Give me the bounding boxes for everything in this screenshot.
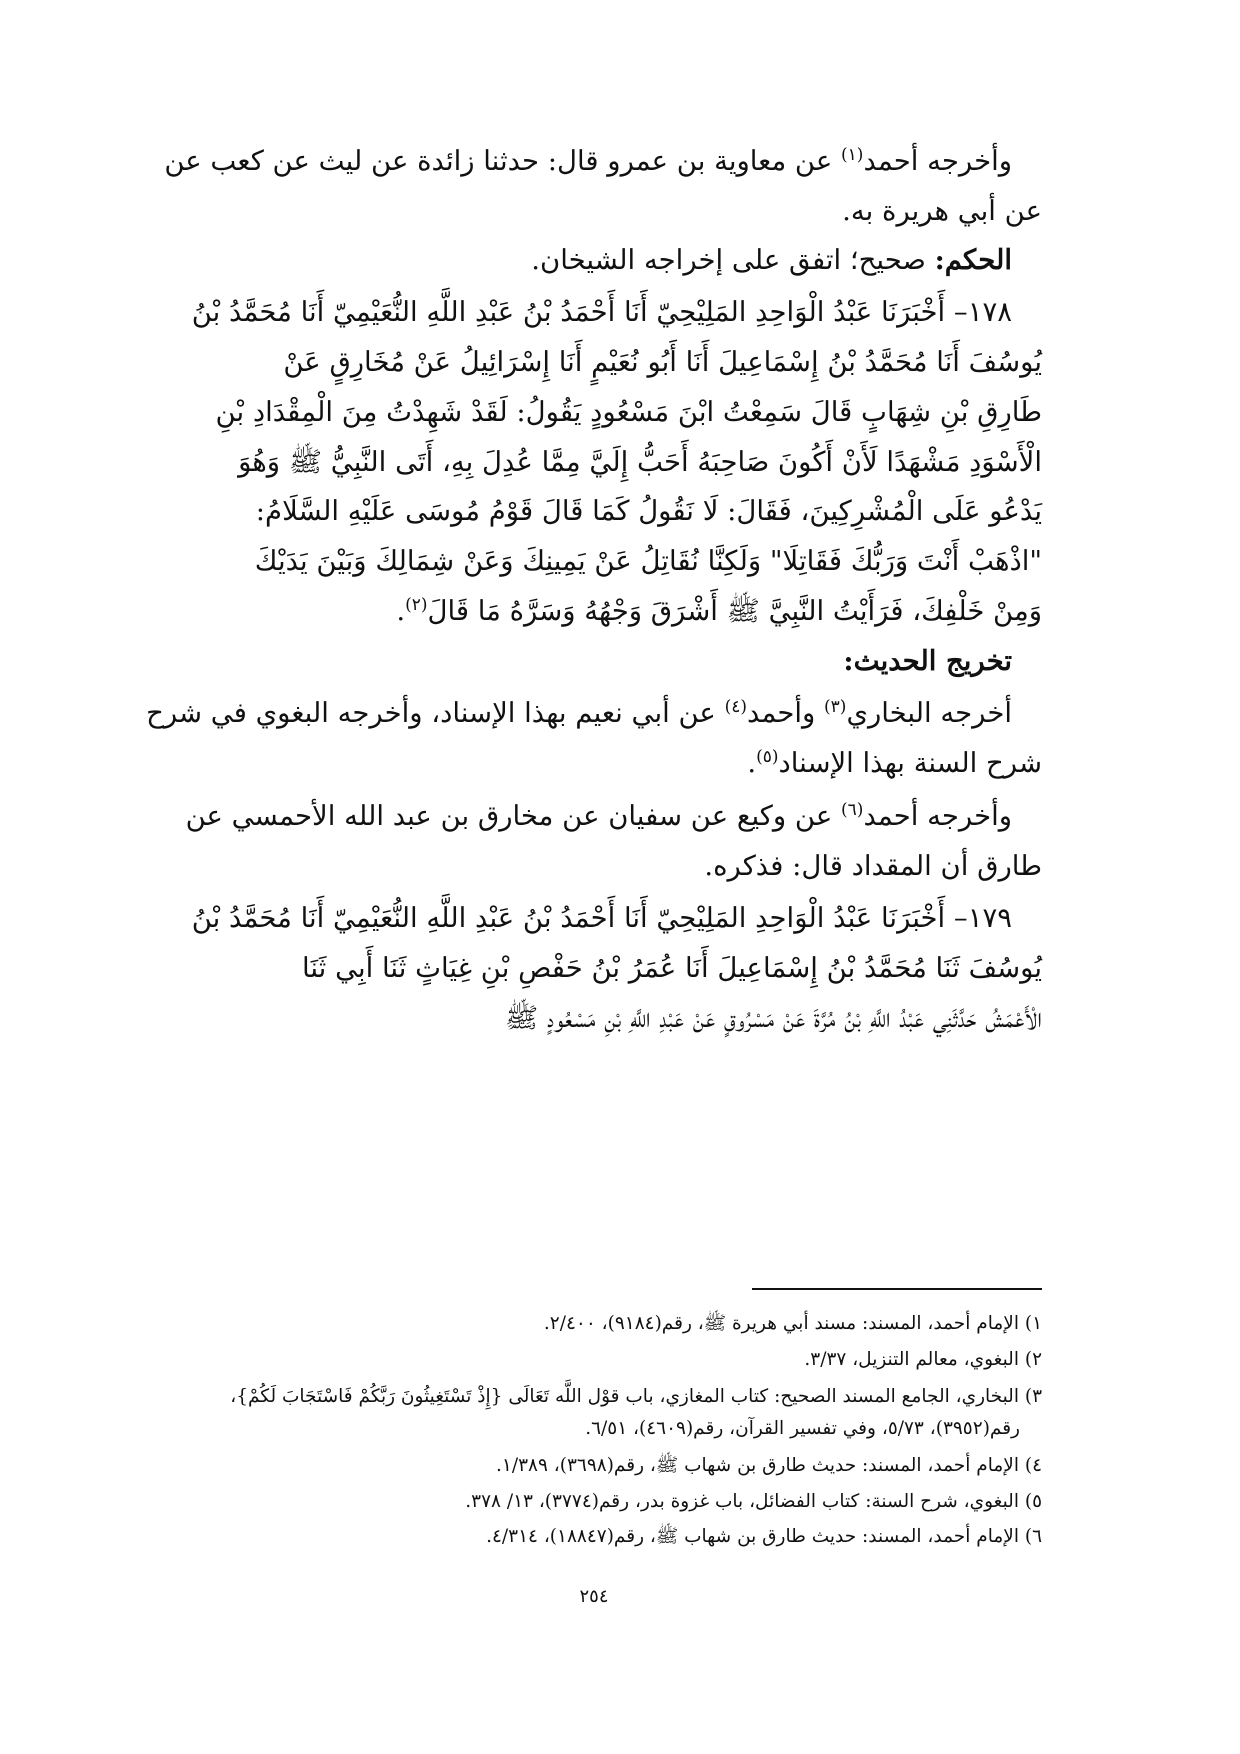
footnote-1: ١) الإمام أحمد، المسند: مسند أبي هريرة ﷺ، رقم(٩١٨٤)، ٢/٤٠٠. [543, 1313, 1042, 1334]
text-run: وأخرجه أحمد [863, 800, 1012, 832]
hadith-178-line-4: الْأَسْوَدِ مَشْهَدًا لَأَنْ أَكُونَ صَاحِبَهُ أَحَبُّ إِلَيَّ مِمَّا عُدِلَ بِهِ، أَتَى النَّبِيُّ ﷺ وَهُوَ [238, 446, 1042, 478]
text-run: وأخرجه أحمد [863, 145, 1012, 177]
footnote-ref-1[interactable]: (١) [841, 144, 864, 165]
takhrij-heading: تخريج الحديث: [843, 645, 1012, 677]
text-run: عن أبي نعيم بهذا الإسناد، وأخرجه البغوي في شرح [146, 697, 725, 729]
ruling-label: الحكم: [934, 244, 1012, 276]
text-run: أخرجه البخاري [846, 697, 1012, 729]
footnote-5: ٥) البغوي، شرح السنة: كتاب الفضائل، باب غزوة بدر، رقم(٣٧٧٤)، ١٣/ ٣٧٨. [465, 1491, 1042, 1512]
hadith-178-line-5: يَدْعُو عَلَى الْمُشْرِكِينَ، فَقَالَ: لَا نَقُولُ كَمَا قَالَ قَوْمُ مُوسَى عَلَيْهِ السَّلَامُ: [255, 495, 1042, 527]
text-run: . [396, 595, 406, 627]
footnote-ref-2[interactable]: (٢) [405, 594, 428, 615]
footnote-ref-4[interactable]: (٤) [724, 696, 748, 717]
hadith-178-line-7 [176, 584, 1042, 638]
footnote-4: ٤) الإمام أحمد، المسند: حديث طارق بن شهاب ﷺ، رقم(٣٦٩٨)، ١/٣٨٩. [496, 1455, 1042, 1476]
text-run: عن وكيع عن سفيان عن مخارق بن عبد الله الأحمسي عن [185, 800, 842, 832]
takhrij-paragraph-line-1 [146, 686, 1012, 740]
footnote-6: ٦) الإمام أحمد، المسند: حديث طارق بن شهاب ﷺ، رقم(١٨٨٤٧)، ٤/٣١٤. [486, 1526, 1042, 1547]
footnote-ref-6[interactable]: (٦) [841, 799, 864, 820]
hadith-179-line-2: يُوسُفَ ثَنَا مُحَمَّدُ بْنُ إِسْمَاعِيلَ أَنَا عُمَرُ بْنُ حَفْصِ بْنِ غِيَاثٍ ثَنَا أَبِي ثَنَا [302, 952, 1042, 984]
waki-paragraph-line-1 [146, 789, 1012, 843]
page-number: ٢٥٤ [579, 1586, 609, 1607]
footnote-ref-3[interactable]: (٣) [824, 696, 847, 717]
paragraph-ahmad-line-1 [146, 134, 1012, 188]
text-run: . [747, 747, 757, 779]
waki-paragraph-line-2: طارق أن المقداد قال: فذكره. [704, 850, 1042, 882]
footnote-3-line-2: رقم(٣٩٥٢)، ٥/٧٣، وفي تفسير القرآن، رقم(٤٦٠٩)، ٦/٥١. [585, 1418, 1020, 1439]
document-page [146, 0, 1042, 1754]
hadith-179-line-3: الْأَعْمَشُ حَدَّثَنِي عَبْدُ اللَّهِ بْنُ مُرَّةَ عَنْ مَسْرُوقٍ عَنْ عَبْدِ اللَّهِ بْنِ مَسْعُودٍ ﷺ [504, 1002, 1042, 1034]
footnote-ref-5[interactable]: (٥) [756, 746, 779, 767]
hadith-178-line-1: ١٧٨– أَخْبَرَنَا عَبْدُ الْوَاحِدِ المَلِيْحِيّ أَنَا أَحْمَدُ بْنُ عَبْدِ اللَّهِ النُّعَيْمِيّ أَنَا مُحَمَّدُ بْنُ [191, 296, 1012, 328]
footnote-separator [752, 1288, 1042, 1290]
hadith-178-line-2: يُوسُفَ أَنَا مُحَمَّدُ بْنُ إِسْمَاعِيلَ أَنَا أَبُو نُعَيْمٍ أَنَا إِسْرَائِيلُ عَنْ مُخَارِقٍ عَنْ [283, 346, 1042, 378]
text-run: عن معاوية بن عمرو قال: حدثنا زائدة عن ليث عن كعب عن [164, 145, 842, 177]
text-run: وأحمد [747, 697, 825, 729]
hadith-178-line-3: طَارِقِ بْنِ شِهَابٍ قَالَ سَمِعْتُ ابْنَ مَسْعُودٍ يَقُولُ: لَقَدْ شَهِدْتُ مِنَ الْمِقْدَادِ بْنِ [215, 396, 1042, 428]
hadith-179-line-1: ١٧٩– أَخْبَرَنَا عَبْدُ الْوَاحِدِ المَلِيْحِيّ أَنَا أَحْمَدُ بْنُ عَبْدِ اللَّهِ النُّعَيْمِيّ أَنَا مُحَمَّدُ بْنُ [191, 902, 1012, 934]
text-run: وَمِنْ خَلْفِكَ، فَرَأَيْتُ النَّبِيَّ ﷺ أَشْرَقَ وَجْهُهُ وَسَرَّهُ مَا قَالَ [427, 595, 1042, 627]
ruling-line [146, 233, 1012, 287]
footnote-2: ٢) البغوي، معالم التنزيل، ٣/٣٧. [804, 1349, 1042, 1370]
paragraph-ahmad-line-2: عن أبي هريرة به. [842, 195, 1042, 227]
hadith-178-line-6: "اذْهَبْ أَنْتَ وَرَبُّكَ فَقَاتِلَا" وَلَكِنَّا نُقَاتِلُ عَنْ يَمِينِكَ وَعَنْ شِمَالِكَ وَبَيْنَ يَدَيْكَ [254, 545, 1042, 577]
text-run: شرح السنة بهذا الإسناد [778, 747, 1042, 779]
takhrij-paragraph-line-2 [146, 736, 1042, 790]
footnote-3-line-1: ٣) البخاري، الجامع المسند الصحيح: كتاب المغازي، باب قوْل اللَّه تَعَالَى {إِذْ تَسْتَغِيثُونَ رَبَّكُمْ فَاسْتَجَابَ لَكُمْ}، [230, 1386, 1042, 1407]
ruling-text: صحيح؛ اتفق على إخراجه الشيخان. [531, 244, 935, 276]
